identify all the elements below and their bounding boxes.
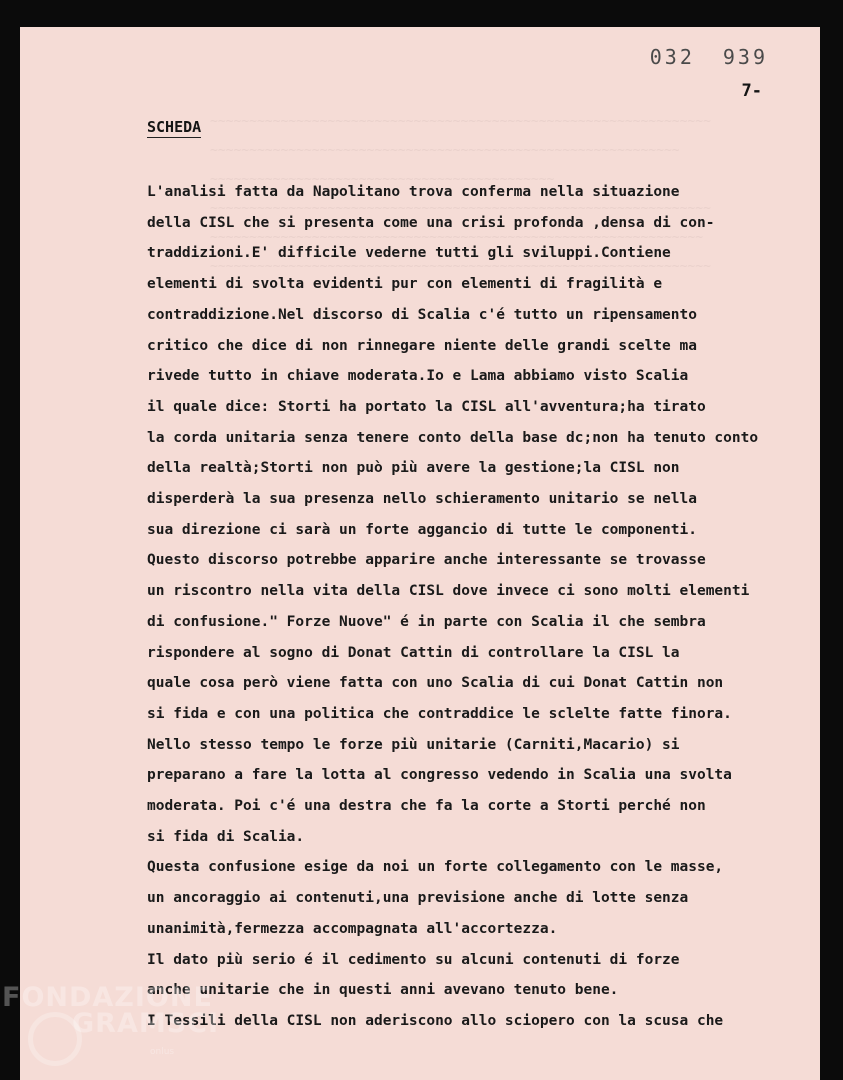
archive-stamp-number — [650, 45, 768, 69]
text-line: Il dato più serio é il cedimento su alcuni contenuti di forze — [147, 951, 680, 968]
show-through-text: ~~~~~~~~~~~~~~~~~~~~~~~~~~~~~~~~~~~~~~~~~~~~~~~~~~~~~~~~~~~~~~~~ ~~~~~~~~~~~~~~~~~~~~~~~~~~~~~~~~~~~~~~~~~~~~~~~~~~~~~~~~~~~~ ~~~~~~~~~~~~~~~~~~~~~~~~~~~~~~~~~~~~~~~~~~~~ ~~~~~~~~~~~~~~~~~~~~~~~~~~~~~~~~~~~~~~~~~~~~~~~~~~~~~~~~~~~~~~~~ ~~~~~~~~~~~~~~~~~~~~~~~~~~~~~~~~~~~~~~~~~~~~~~~~~~~~~~~~~~~~~~~ ~~~~~~~~~~~~~~~~~~~~~~~~~~~~~~~~~~~~~~~~~~~~~~~~~~~~~~~~~~~~~~~~ — [210, 114, 711, 274]
text-line: della realtà;Storti non può più avere la gestione;la CISL non — [147, 460, 680, 477]
text-line: della CISL che si presenta come una crisi profonda ,densa di con- — [147, 214, 715, 231]
text-line: si fida e con una politica che contraddice le sclelte fatte finora. — [147, 705, 732, 722]
text-line: elementi di svolta evidenti pur con elementi di fragilità e — [147, 276, 663, 293]
text-line: la corda unitaria senza tenere conto della base dc;non ha tenuto conto — [147, 429, 759, 446]
text-line: contraddizione.Nel discorso di Scalia c'é tutto un ripensamento — [147, 306, 697, 323]
watermark — [2, 982, 220, 1039]
text-line: rispondere al sogno di Donat Cattin di controllare la CISL la — [147, 644, 680, 661]
watermark-line-2: GRAMSCI — [72, 1008, 220, 1039]
text-line: sua direzione ci sarà un forte aggancio di tutte le componenti. — [147, 521, 697, 538]
text-line: rivede tutto in chiave moderata.Io e Lama abbiamo visto Scalia — [147, 368, 689, 385]
text-line: Questo discorso potrebbe apparire anche interessante se trovasse — [147, 552, 706, 569]
text-line: anche unitarie che in questi anni avevano tenuto bene. — [147, 982, 619, 999]
text-line: si fida di Scalia. — [147, 828, 305, 845]
text-line: il quale dice: Storti ha portato la CISL all'avventura;ha tirato — [147, 398, 706, 415]
text-line: Nello stesso tempo le forze più unitarie (Carniti,Macario) si — [147, 736, 680, 753]
text-line: di confusione." Forze Nuove" é in parte con Scalia il che sembra — [147, 613, 706, 630]
watermark-line-1: FONDAZIONE — [2, 982, 213, 1013]
text-line: L'analisi fatta da Napolitano trova conferma nella situazione — [147, 184, 680, 200]
typed-text-body — [147, 177, 817, 1037]
page-number: 7- — [741, 81, 762, 101]
text-line: traddizioni.E' difficile vederne tutti gli sviluppi.Contiene — [147, 245, 671, 262]
text-line: I Tessili della CISL non aderiscono allo sciopero con la scusa che — [147, 1012, 724, 1029]
archive-number-2: 939 — [722, 45, 768, 69]
text-line: quale cosa però viene fatta con uno Scalia di cui Donat Cattin non — [147, 675, 724, 692]
text-line: preparano a fare la lotta al congresso vedendo in Scalia una svolta — [147, 767, 732, 784]
text-line: moderata. Poi c'é una destra che fa la corte a Storti perché non — [147, 798, 706, 815]
text-line: critico che dice di non rinnegare niente delle grandi scelte ma — [147, 337, 697, 354]
text-line: Questa confusione esige da noi un forte collegamento con le masse, — [147, 859, 724, 876]
text-line: disperderà la sua presenza nello schieramento unitario se nella — [147, 491, 697, 508]
text-line: unanimità,fermezza accompagnata all'accortezza. — [147, 920, 558, 937]
archive-number-1: 032 — [649, 45, 695, 69]
document-heading: SCHEDA — [147, 118, 202, 136]
text-line: un riscontro nella vita della CISL dove invece ci sono molti elementi — [147, 583, 750, 600]
document-page — [20, 27, 820, 1080]
watermark-suffix: onlus — [150, 1047, 175, 1057]
text-line: un ancoraggio ai contenuti,una previsione anche di lotte senza — [147, 890, 689, 907]
